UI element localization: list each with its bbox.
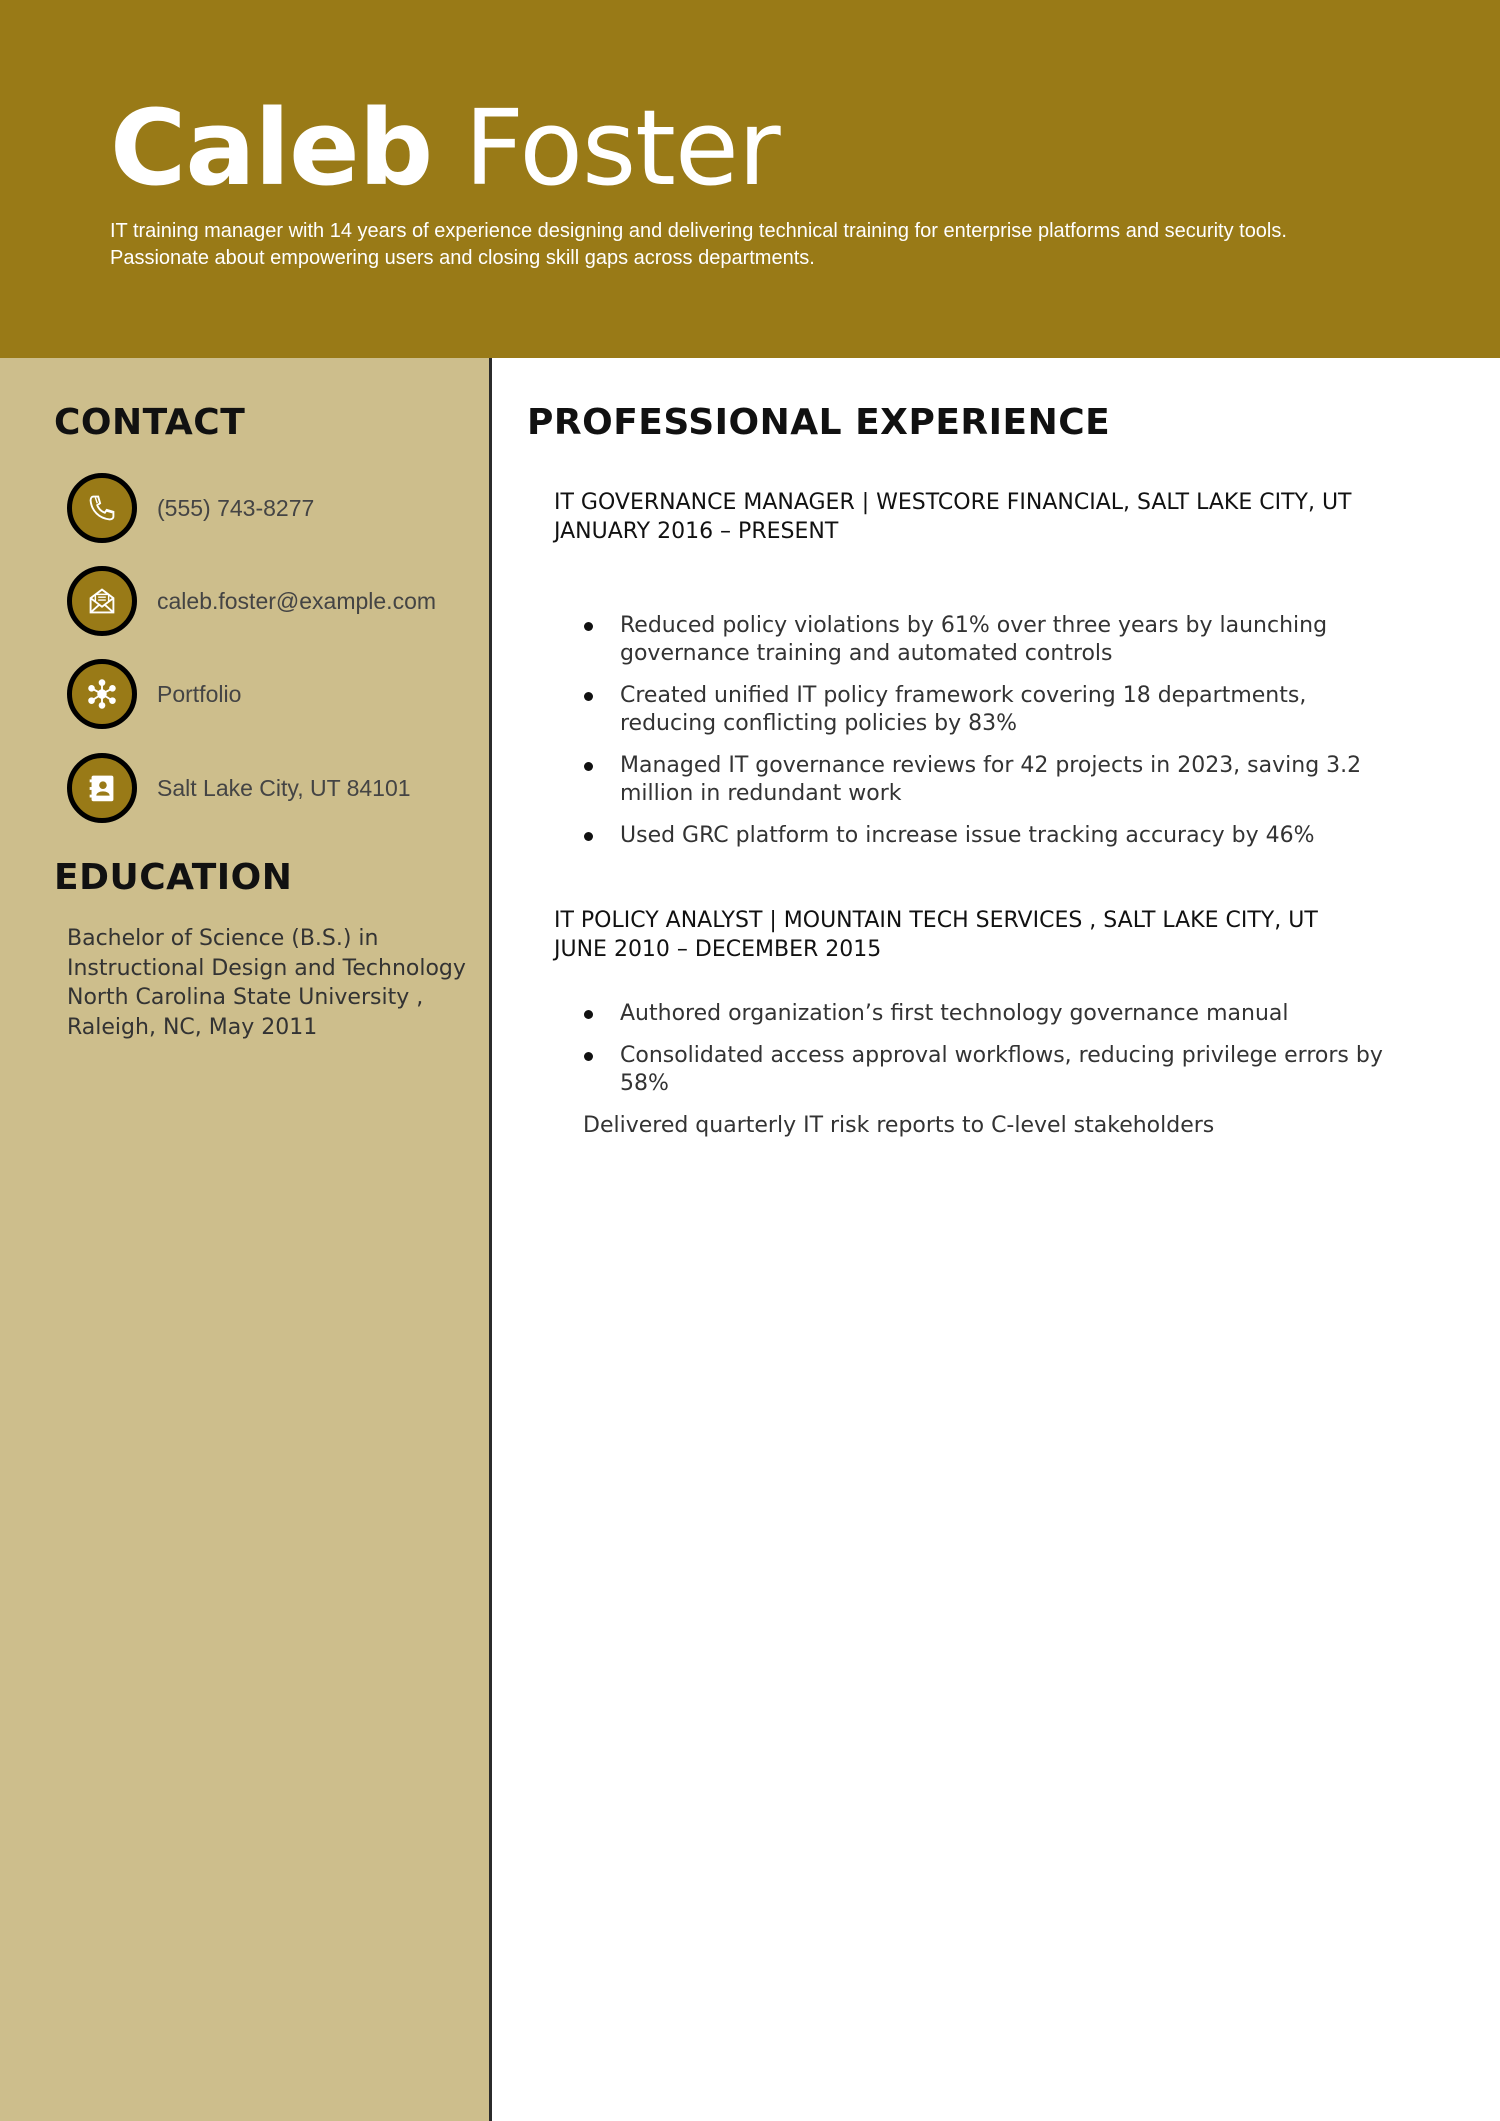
address-book-icon bbox=[67, 753, 137, 823]
last-name: Foster bbox=[464, 87, 780, 209]
phone-icon bbox=[67, 473, 137, 543]
education-degree: Bachelor of Science (B.S.) in Instructional Design and Technology bbox=[67, 926, 466, 981]
profile-summary: IT training manager with 14 years of experience designing and delivering technical training for enterprise platforms and security tools. Passionate about empowering users and closing skill gaps across departments. bbox=[110, 220, 1287, 269]
envelope-icon bbox=[67, 566, 137, 636]
job-2-extra-line: Delivered quarterly IT risk reports to C-level stakeholders bbox=[583, 1113, 1215, 1138]
list-item: Reduced policy violations by 61% over three years by launching governance training and automated controls bbox=[582, 612, 1402, 668]
contact-portfolio bbox=[67, 659, 477, 729]
education-entry bbox=[67, 924, 467, 1042]
network-icon bbox=[67, 659, 137, 729]
column-divider bbox=[489, 358, 492, 2121]
list-item: Managed IT governance reviews for 42 projects in 2023, saving 3.2 million in redundant work bbox=[582, 752, 1402, 808]
job-2-dates: JUNE 2010 – DECEMBER 2015 bbox=[554, 937, 882, 962]
list-item: Consolidated access approval workflows, reducing privilege errors by 58% bbox=[582, 1042, 1402, 1098]
contact-heading: CONTACT bbox=[54, 402, 246, 443]
experience-heading: PROFESSIONAL EXPERIENCE bbox=[527, 402, 1111, 443]
job-2-title: IT POLICY ANALYST | MOUNTAIN TECH SERVICES , SALT LAKE CITY, UT bbox=[554, 908, 1318, 933]
email-address[interactable]: caleb.foster@example.com bbox=[157, 587, 437, 614]
job-1-header bbox=[554, 488, 1414, 546]
contact-phone bbox=[67, 473, 477, 543]
portfolio-link[interactable]: Portfolio bbox=[157, 680, 242, 707]
job-2-header bbox=[554, 906, 1414, 964]
contact-address bbox=[67, 753, 477, 823]
first-name: Caleb bbox=[110, 87, 433, 209]
job-2-bullets bbox=[582, 1000, 1402, 1112]
header-banner bbox=[0, 0, 1500, 358]
education-heading: EDUCATION bbox=[54, 857, 293, 898]
location-text: Salt Lake City, UT 84101 bbox=[157, 774, 411, 801]
education-school: North Carolina State University , Raleigh, NC, May 2011 bbox=[67, 985, 424, 1040]
list-item: Used GRC platform to increase issue tracking accuracy by 46% bbox=[582, 822, 1402, 850]
candidate-name bbox=[110, 88, 780, 208]
contact-email bbox=[67, 566, 477, 636]
phone-number[interactable]: (555) 743-8277 bbox=[157, 494, 315, 521]
job-1-title: IT GOVERNANCE MANAGER | WESTCORE FINANCIAL, SALT LAKE CITY, UT bbox=[554, 490, 1352, 515]
job-1-dates: JANUARY 2016 – PRESENT bbox=[554, 519, 839, 544]
job-1-bullets bbox=[582, 612, 1402, 864]
list-item: Authored organization’s first technology governance manual bbox=[582, 1000, 1402, 1028]
list-item: Created unified IT policy framework covering 18 departments, reducing conflicting policies by 83% bbox=[582, 682, 1402, 738]
